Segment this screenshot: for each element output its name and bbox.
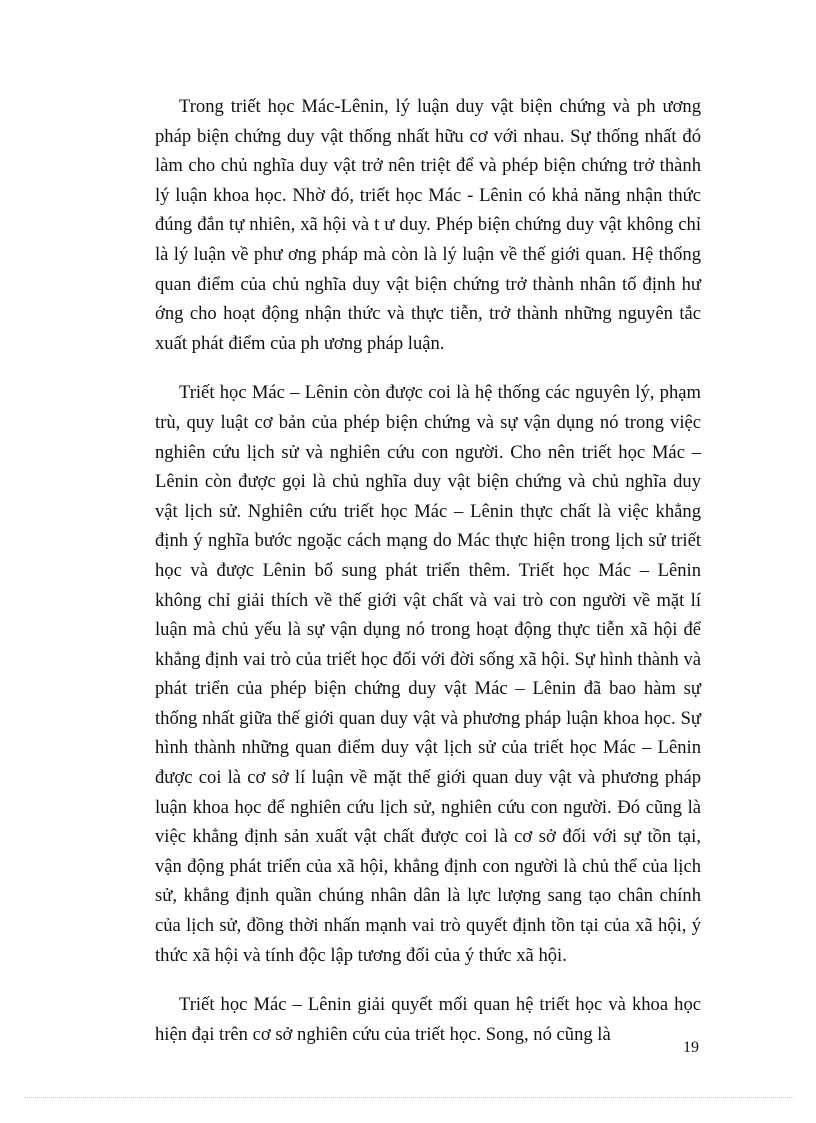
paragraph-1: Trong triết học Mác-Lênin, lý luận duy vật biện chứng và ph ương pháp biện chứng duy vật thống nhất hữu cơ với nhau. Sự thống nhất đó làm cho chủ nghĩa duy vật trở nên triệt để và phép biện chứng trở thành lý luận khoa học. Nhờ đó, triết học Mác - Lênin có khả năng nhận thức đúng đắn tự nhiên, xã hội và t ư duy. Phép biện chứng duy vật không chỉ là lý luận về phư ơng pháp mà còn là lý luận về thế giới quan. Hệ thống quan điểm của chủ nghĩa duy vật biện chứng trở thành nhân tố định hư ớng cho hoạt động nhận thức và thực tiễn, trở thành những nguyên tắc xuất phát điểm của ph ương pháp luận.: [155, 96, 701, 354]
paragraph-2: Triết học Mác – Lênin còn được coi là hệ thống các nguyên lý, phạm trù, quy luật cơ bản của phép biện chứng và sự vận dụng nó trong việc nghiên cứu lịch sử và nghiên cứu con người. Cho nên triết học Mác – Lênin còn được gọi là chủ nghĩa duy vật biện chứng và chủ nghĩa duy vật lịch sử. Nghiên cứu triết học Mác – Lênin thực chất là việc khẳng định ý nghĩa bước ngoặc cách mạng do Mác thực hiện trong lịch sử triết học và được Lênin bổ sung phát triển thêm. Triết học Mác – Lênin không chỉ giải thích về thế giới vật chất và vai trò con người về mặt lí luận mà chủ yếu là sự vận dụng nó trong hoạt động thực tiễn xã hội để khẳng định vai trò của triết học đối với đời sống xã hội. Sự hình thành và phát triển của phép biện chứng duy vật Mác – Lênin đã bao hàm sự thống nhất giữa thế giới quan duy vật và phương pháp luận khoa học. Sự hình thành những quan điểm duy vật lịch sử của triết học Mác – Lênin được coi là cơ sở lí luận về mặt thế giới quan duy vật và phương pháp luận khoa học để nghiên cứu lịch sử, nghiên cứu con người. Đó cũng là việc khẳng định sản xuất vật chất được coi là cơ sở đối với sự tồn tại, vận động phát triển của xã hội, khẳng định con người là chủ thể của lịch sử, khẳng định quần chúng nhân dân là lực lượng sang tạo chân chính của lịch sử, đồng thời nhấn mạnh vai trò quyết định tồn tại của xã hội, ý thức xã hội và tính độc lập tương đối của ý thức xã hội.: [155, 382, 701, 966]
footer-dotted-divider: [24, 1097, 794, 1098]
page-number: 19: [683, 1039, 699, 1056]
paragraph-3: Triết học Mác – Lênin giải quyết mối quan hệ triết học và khoa học hiện đại trên cơ sở nghiên cứu của triết học. Song, nó cũng là: [155, 994, 701, 1045]
body-text: [155, 92, 701, 1049]
